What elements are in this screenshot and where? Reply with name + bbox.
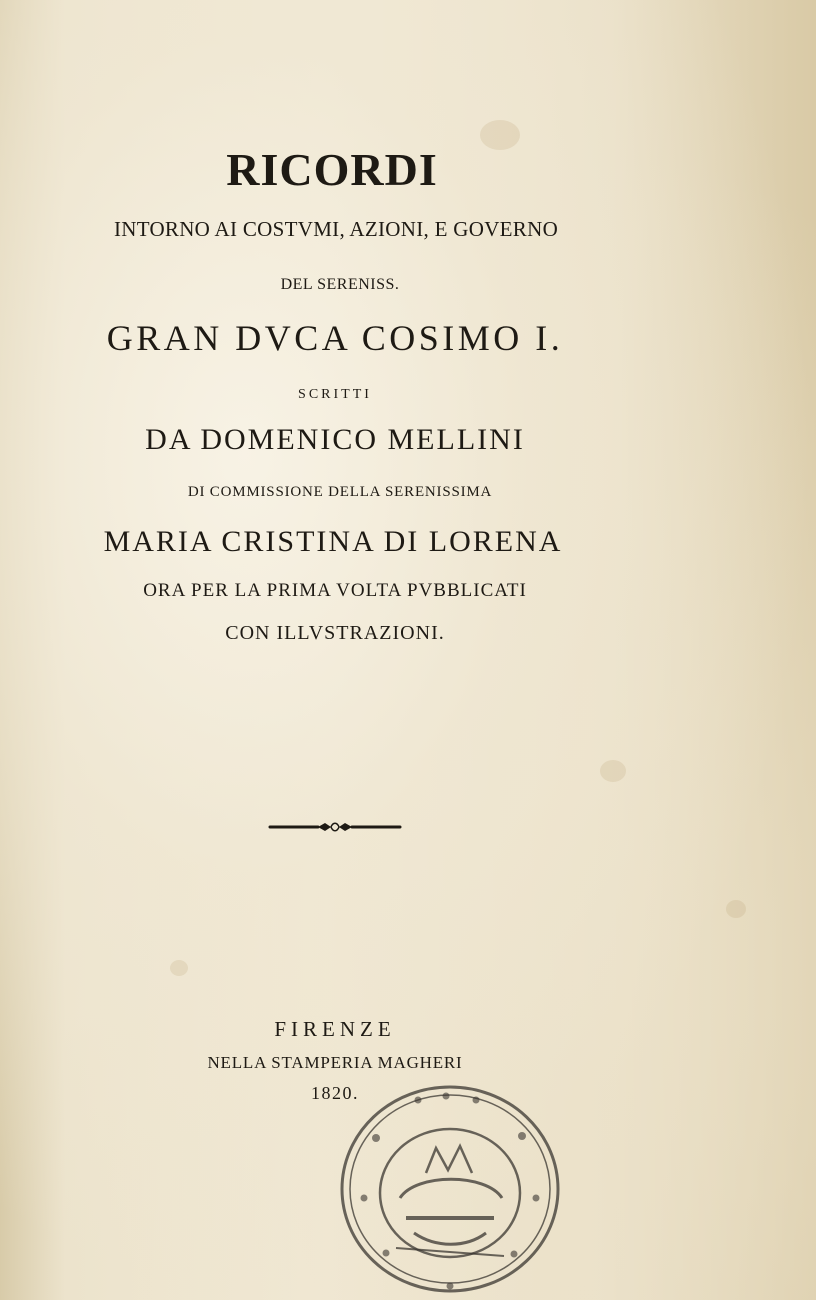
illustrations-note: CON ILLVSTRAZIONI. <box>225 622 445 644</box>
author-name: DA DOMENICO MELLINI <box>145 423 525 456</box>
book-title: RICORDI <box>226 144 438 195</box>
paper-stain <box>726 900 746 918</box>
title-subtitle: INTORNO AI COSTVMI, AZIONI, E GOVERNO <box>113 217 559 241</box>
publication-note: ORA PER LA PRIMA VOLTA PVBBLICATI <box>143 580 527 601</box>
imprint-printer: NELLA STAMPERIA MAGHERI <box>207 1053 463 1072</box>
library-stamp-icon <box>336 1078 566 1300</box>
patron-name: MARIA CRISTINA DI LORENA <box>103 525 563 558</box>
paper-stain <box>170 960 188 976</box>
imprint-year: 1820. <box>311 1083 359 1103</box>
commission-line: DI COMMISSIONE DELLA SERENISSIMA <box>187 484 493 500</box>
ornament-rule-icon <box>268 818 402 836</box>
subject-name: GRAN DVCA COSIMO I. <box>106 318 564 358</box>
title-subtitle-continued: DEL SERENISS. <box>280 276 400 293</box>
paper-stain <box>600 760 626 782</box>
imprint-city: FIRENZE <box>274 1017 396 1041</box>
written-label: SCRITTI <box>298 387 372 402</box>
